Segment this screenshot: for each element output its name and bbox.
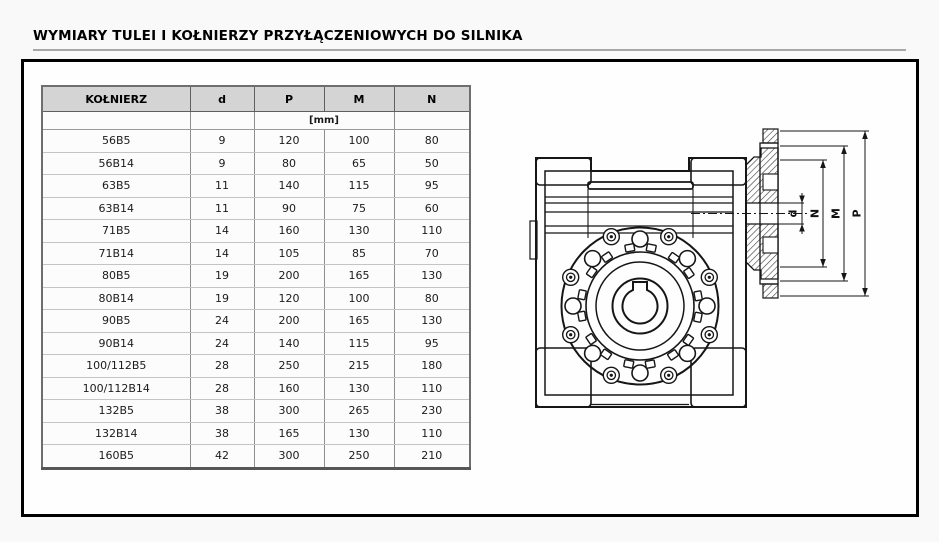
flange-recess-lower (763, 237, 778, 253)
dimension-line-d (787, 193, 805, 234)
table-row (42, 287, 470, 310)
cell-n: 230 (394, 400, 470, 423)
cell-p: 140 (254, 175, 324, 198)
units-row (42, 112, 470, 130)
arrowhead (862, 288, 868, 296)
cell-p: 120 (254, 287, 324, 310)
cell-p: 300 (254, 445, 324, 469)
cell-d: 24 (190, 332, 254, 355)
table-row (42, 220, 470, 243)
spigot-circle (586, 252, 694, 360)
cell-n: 80 (394, 287, 470, 310)
cell-m: 250 (324, 445, 394, 469)
arrowhead (862, 131, 868, 139)
dim-label-p: P (850, 209, 864, 218)
cell-d: 14 (190, 220, 254, 243)
table-row (42, 445, 470, 469)
flange-tab-bottom (763, 284, 778, 298)
cell-kolnierz: 56B5 (42, 130, 190, 153)
cell-d: 9 (190, 130, 254, 153)
cell-m: 165 (324, 310, 394, 333)
cell-d: 38 (190, 400, 254, 423)
cell-m: 85 (324, 242, 394, 265)
cell-n: 130 (394, 310, 470, 333)
output-flange-face (558, 224, 722, 388)
table-row (42, 400, 470, 423)
cell-n: 130 (394, 265, 470, 288)
flange-outer-rim (562, 228, 719, 385)
cell-d: 38 (190, 422, 254, 445)
table-row (42, 355, 470, 378)
table-row (42, 175, 470, 198)
cell-n: 210 (394, 445, 470, 469)
column-header-m: M (324, 86, 394, 112)
arrowhead (820, 259, 826, 267)
cell-kolnierz: 63B14 (42, 197, 190, 220)
table-row (42, 197, 470, 220)
title-rule (33, 49, 906, 51)
dim-label-m: M (829, 208, 843, 219)
cell-kolnierz: 132B14 (42, 422, 190, 445)
cell-n: 110 (394, 422, 470, 445)
cell-kolnierz: 56B14 (42, 152, 190, 175)
dim-label-d: d (786, 209, 800, 218)
column-header-d: d (190, 86, 254, 112)
cell-d: 24 (190, 310, 254, 333)
units-label: [mm] (254, 112, 394, 130)
cell-m: 130 (324, 422, 394, 445)
cell-d: 42 (190, 445, 254, 469)
dim-label-n: N (808, 208, 822, 219)
cell-d: 14 (190, 242, 254, 265)
dimensions (780, 131, 869, 296)
page-title: WYMIARY TULEI I KOŁNIERZY PRZYŁĄCZENIOWYCH DO SILNIKA (33, 28, 523, 44)
cell-p: 300 (254, 400, 324, 423)
cell-m: 100 (324, 130, 394, 153)
cell-m: 215 (324, 355, 394, 378)
cell-d: 28 (190, 377, 254, 400)
cell-kolnierz: 80B14 (42, 287, 190, 310)
cell-d: 19 (190, 265, 254, 288)
cell-kolnierz: 132B5 (42, 400, 190, 423)
cell-p: 105 (254, 242, 324, 265)
cell-m: 65 (324, 152, 394, 175)
cell-d: 19 (190, 287, 254, 310)
recess-circle (596, 262, 684, 350)
cell-n: 110 (394, 377, 470, 400)
table-header-row (42, 86, 470, 112)
cell-m: 130 (324, 377, 394, 400)
cell-n: 95 (394, 175, 470, 198)
top-slot (588, 182, 693, 189)
flange-tab-top (763, 129, 778, 143)
cell-d: 9 (190, 152, 254, 175)
table-row (42, 422, 470, 445)
table-row (42, 265, 470, 288)
cell-p: 160 (254, 377, 324, 400)
cell-p: 200 (254, 310, 324, 333)
cell-p: 80 (254, 152, 324, 175)
cell-n: 110 (394, 220, 470, 243)
table-row (42, 130, 470, 153)
cell-kolnierz: 90B5 (42, 310, 190, 333)
arrowhead (799, 196, 805, 204)
content-box (21, 59, 919, 517)
cell-m: 115 (324, 175, 394, 198)
cell-m: 75 (324, 197, 394, 220)
cell-m: 265 (324, 400, 394, 423)
cell-n: 95 (394, 332, 470, 355)
flange-recess-upper (763, 174, 778, 190)
column-header-p: P (254, 86, 324, 112)
cell-p: 250 (254, 355, 324, 378)
column-header-n: N (394, 86, 470, 112)
cell-kolnierz: 90B14 (42, 332, 190, 355)
arrowhead (841, 146, 847, 154)
cell-kolnierz: 160B5 (42, 445, 190, 469)
cell-m: 165 (324, 265, 394, 288)
cell-n: 180 (394, 355, 470, 378)
table-row (42, 310, 470, 333)
front-view (530, 158, 746, 407)
cell-kolnierz: 71B5 (42, 220, 190, 243)
shaft-bore-with-keyway (623, 282, 658, 324)
cell-n: 50 (394, 152, 470, 175)
units-cell-empty (190, 112, 254, 130)
flange-dimensions-table (41, 85, 471, 470)
cell-kolnierz: 63B5 (42, 175, 190, 198)
cell-p: 120 (254, 130, 324, 153)
arrowhead (820, 160, 826, 168)
cell-d: 11 (190, 175, 254, 198)
cell-n: 60 (394, 197, 470, 220)
units-cell-empty (42, 112, 190, 130)
cell-m: 115 (324, 332, 394, 355)
cell-n: 70 (394, 242, 470, 265)
table-row (42, 242, 470, 265)
cell-kolnierz: 100/112B14 (42, 377, 190, 400)
cell-p: 165 (254, 422, 324, 445)
cell-p: 160 (254, 220, 324, 243)
cell-m: 100 (324, 287, 394, 310)
cell-p: 200 (254, 265, 324, 288)
table-row (42, 152, 470, 175)
table-row (42, 377, 470, 400)
table-row (42, 332, 470, 355)
cell-m: 130 (324, 220, 394, 243)
cell-kolnierz: 71B14 (42, 242, 190, 265)
arrowhead (799, 224, 805, 232)
cell-p: 90 (254, 197, 324, 220)
cell-kolnierz: 100/112B5 (42, 355, 190, 378)
cell-d: 11 (190, 197, 254, 220)
arrowhead (841, 273, 847, 281)
cell-p: 140 (254, 332, 324, 355)
cell-n: 80 (394, 130, 470, 153)
technical-drawing (483, 93, 903, 423)
column-header-kolnierz: KOŁNIERZ (42, 86, 190, 112)
units-cell-empty (394, 112, 470, 130)
cell-d: 28 (190, 355, 254, 378)
cell-kolnierz: 80B5 (42, 265, 190, 288)
hub-circle (613, 279, 668, 334)
